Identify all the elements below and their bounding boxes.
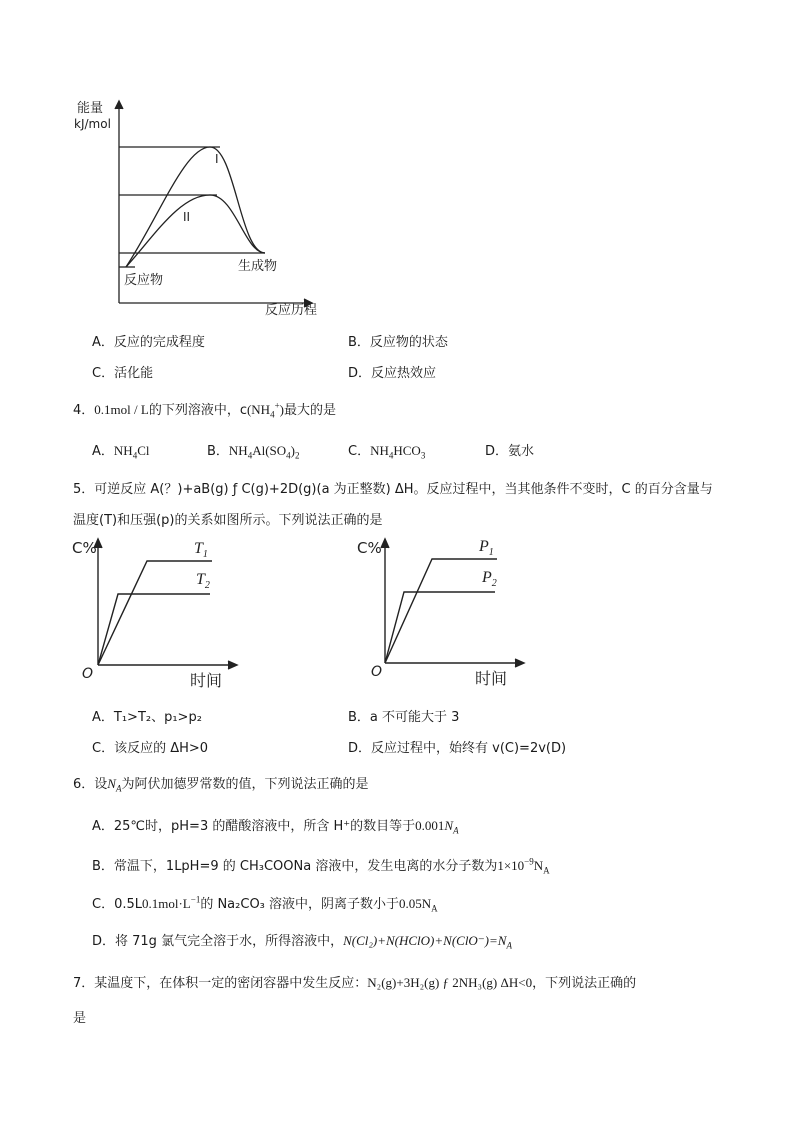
q7-post: ，下列说法正确的 [532,976,637,991]
q6-a-pre: A．25℃时，pH=3 的醋酸溶液中，所含 H⁺的数目等于 [92,819,416,834]
g2-origin: O [371,664,383,680]
q5-option-c: C．该反应的 ΔH>0 [92,741,209,756]
q7-stem-line-2: 是 [73,1011,87,1026]
y-axis-arrow [115,101,123,109]
g2-p2-sub: 2 [491,578,497,589]
q4-option-c [348,440,425,461]
g2-y-arrow [381,539,389,548]
q5-stem-line-1: 5．可逆反应 A(？)+aB(g) ƒ C(g)+2D(g)(a 为正整数) ΔH。反应过程中，当其他条件不变时，C 的百分含量与 [73,482,713,497]
q4-option-a-formula [113,443,150,461]
q5-option-a: A．T₁>T₂、p₁>p₂ [92,710,202,725]
q4-b-sub: 4 [247,450,253,461]
q4-option-b-label: B． [207,444,229,459]
q4-a-nh: NH [113,443,133,458]
q4-c-tail: HCO [393,443,421,458]
q6-na-base: N [107,776,116,791]
g2-p1-base: P [479,538,489,555]
g1-label-t1 [194,540,208,560]
g1-x-label: 时间 [190,671,223,690]
q4-option-d-label: D． [485,444,509,459]
q7-equation: N₂(g)+3H₂(g) ƒ 2NH₃(g) ΔH<0 [367,975,533,990]
y-axis-label-2: kJ/mol [74,117,111,131]
q5-stem-line-2: 温度(T)和压强(p)的关系如图所示。下列说法正确的是 [73,513,383,528]
q6-d-eq [343,933,512,951]
q4-stem-post: 最大的是 [284,403,337,418]
q4-b-sub2: 4 [286,450,291,461]
x-axis-label: 反应历程 [265,303,318,318]
q7-stem-line-1 [73,972,636,991]
q6-b-na-sub: A [543,865,550,876]
q6-stem-post: 为阿伏加德罗常数的值，下列说法正确的是 [121,777,369,792]
energy-diagram [60,95,360,325]
q4-number: 4． [73,403,95,418]
q4-ion-sub: 4 [270,409,275,420]
q5-option-b: B．a 不可能大于 3 [348,710,460,725]
q6-a-na [444,818,459,836]
q4-option-c-label: C． [348,444,371,459]
g2-p1-sub: 1 [488,547,494,558]
g2-label-p2 [481,569,497,589]
q3-option-d: D．反应热效应 [348,366,437,381]
q4-ion [246,400,284,420]
q4-concentration: 0.1mol / L [94,402,149,417]
q6-c-val-wrap [399,896,438,914]
q6-stem [73,773,368,794]
q6-a-na-base: N [444,818,454,833]
q6-c-val: 0.05N [399,896,432,911]
q4-ion-close: ) [279,402,284,417]
y-axis-label-1: 能量 [77,101,104,116]
g2-x-arrow [515,659,524,667]
q6-c-conc-wrap [142,896,200,911]
q5-graph-temperature [62,528,262,693]
g1-y-label: C% [72,539,97,557]
q3-option-b: B．反应物的状态 [348,335,448,350]
q6-b-na: N [533,858,544,873]
curve-1 [126,147,265,267]
q4-a-sub: 4 [132,450,138,461]
q6-b-pre: B．常温下，1LpH=9 的 CH₃COONa 溶液中，发生电离的水分子数为 [92,859,498,874]
g1-label-t2 [196,571,210,591]
q4-a-tail: Cl [137,443,150,458]
q6-b-exp: −9 [524,856,534,867]
g2-curve-p1 [385,559,497,663]
q6-c-val-sub: A [431,903,438,914]
q4-c-sub: 4 [388,450,394,461]
q4-option-c-formula [370,443,426,461]
q4-b-close: ) [290,443,295,458]
q4-ion-sup: + [274,400,280,411]
q7-pre: 7．某温度下，在体积一定的密闭容器中发生反应： [73,976,368,991]
g1-t2-base: T [196,571,205,588]
reactant-label: 反应物 [124,273,164,288]
q6-a-na-sub: A [453,825,459,836]
q6-option-a [92,815,459,836]
q4-option-b-formula [228,443,300,461]
q4-option-a [92,440,149,461]
g1-x-arrow [228,661,237,669]
q4-c-sub2: 3 [420,450,426,461]
q6-d-pre: D．将 71g 氯气完全溶于水，所得溶液中， [92,934,344,949]
g1-t1-sub: 1 [202,549,208,560]
q4-b-mid: Al(SO [252,443,287,458]
q6-option-b [92,855,550,876]
g2-y-label: C% [357,539,382,557]
q6-b-value [497,856,550,876]
q6-option-c [92,893,438,914]
g1-t1-base: T [194,540,203,557]
g1-origin: O [82,666,94,682]
product-label: 生成物 [238,259,278,274]
q6-c-conc: 0.1mol·L [142,896,191,911]
q3-option-c: C．活化能 [92,366,154,381]
curve-1-label: I [215,152,219,166]
g2-p2-base: P [482,569,492,586]
q4-c-nh: NH [370,443,389,458]
q4-option-a-label: A． [92,444,114,459]
q3-option-a: A．反应的完成程度 [92,335,205,350]
q4-option-d-text: 氨水 [508,444,535,459]
q4-ion-base: (NH [246,402,271,417]
q6-c-exp: −1 [190,894,201,905]
q6-a-val: 0.001 [415,818,445,833]
q5-graph-pressure [349,528,549,693]
q6-na [107,776,122,794]
g1-t2-sub: 2 [204,580,210,591]
q6-b-val: 1×10 [497,858,525,873]
q4-stem-mid: 的下列溶液中，c [148,403,247,418]
q4-stem [73,399,336,420]
curve-2-label: II [183,210,191,224]
q4-b-nh: NH [228,443,248,458]
q4-b-sub3: 2 [295,450,300,461]
q6-na-sub: A [115,783,122,794]
q4-option-d [485,440,534,459]
q6-option-d [92,930,512,951]
q6-d-eq-base: N(Cl₂)+N(HClO)+N(ClO⁻)=N [343,933,507,948]
q5-option-d: D．反应过程中，始终有 v(C)=2v(D) [348,741,567,756]
g1-curve-t1 [98,561,212,665]
q6-d-eq-sub: A [506,940,512,951]
g2-x-label: 时间 [475,669,508,688]
q6-stem-pre: 6．设 [73,777,108,792]
q4-option-b [207,440,300,461]
g2-label-p1 [478,538,494,558]
q6-c-mid: 的 Na₂CO₃ 溶液中，阴离子数小于 [200,897,400,912]
q6-c-pre: C．0.5L [92,897,142,912]
